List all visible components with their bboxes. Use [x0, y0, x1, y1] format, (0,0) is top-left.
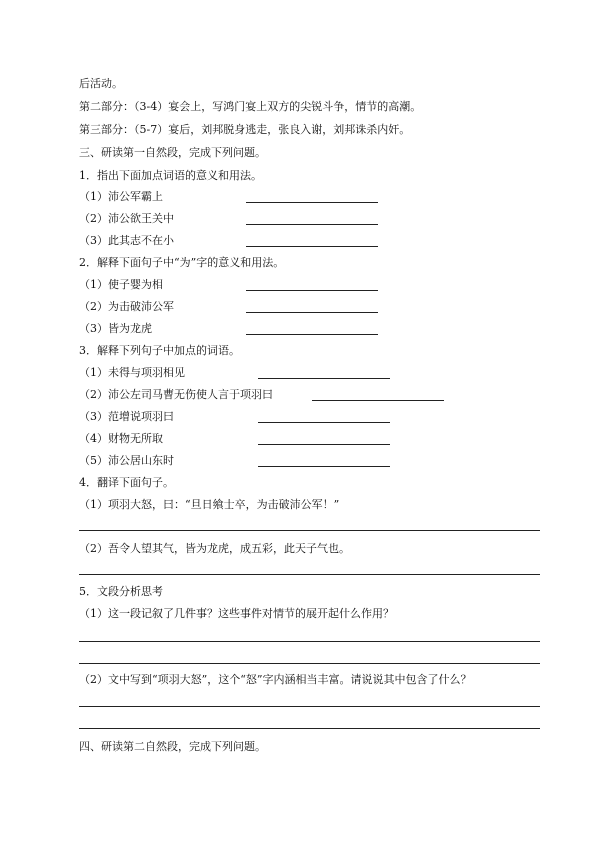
answer-line[interactable] [79, 663, 540, 664]
answer-line[interactable] [79, 574, 540, 575]
question-4: 4．翻译下面句子。 [79, 476, 174, 489]
question-5-item-1: （1）这一段记叙了几件事？这些事件对情节的展开起什么作用？ [79, 607, 394, 620]
part-two-summary: 第二部分：（3-4）宴会上，写鸿门宴上双方的尖锐斗争，情节的高潮。 [79, 100, 422, 113]
text-line: 后活动。 [79, 77, 123, 90]
question-2-item-1: （1）使子婴为相 [79, 278, 163, 291]
answer-line[interactable] [79, 530, 540, 531]
question-5-item-2: （2）文中写到“项羽大怒”，这个“怒”字内涵相当丰富。请说说其中包含了什么？ [79, 673, 472, 686]
answer-line[interactable] [79, 706, 540, 707]
question-2-item-3: （3）皆为龙虎 [79, 322, 152, 335]
answer-blank[interactable] [258, 378, 390, 379]
question-3-item-4: （4）财物无所取 [79, 432, 163, 445]
answer-blank[interactable] [246, 290, 378, 291]
answer-line[interactable] [79, 728, 540, 729]
question-3-item-5: （5）沛公居山东时 [79, 454, 174, 467]
answer-blank[interactable] [246, 246, 378, 247]
answer-line[interactable] [79, 641, 540, 642]
question-1-item-3: （3）此其志不在小 [79, 234, 174, 247]
question-4-item-2: （2）吾令人望其气，皆为龙虎，成五彩，此天子气也。 [79, 542, 350, 555]
question-2-item-2: （2）为击破沛公军 [79, 300, 174, 313]
question-3-item-1: （1）未得与项羽相见 [79, 366, 185, 379]
answer-blank[interactable] [258, 422, 390, 423]
question-5: 5．文段分析思考 [79, 585, 163, 598]
answer-blank[interactable] [246, 334, 378, 335]
answer-blank[interactable] [258, 466, 390, 467]
answer-blank[interactable] [246, 202, 378, 203]
question-3-item-3: （3）范增说项羽曰 [79, 410, 174, 423]
question-1-item-2: （2）沛公欲王关中 [79, 212, 174, 225]
answer-blank[interactable] [246, 224, 378, 225]
answer-blank[interactable] [246, 312, 378, 313]
question-3: 3．解释下列句子中加点的词语。 [79, 344, 240, 357]
question-1: 1．指出下面加点词语的意义和用法。 [79, 169, 262, 182]
question-4-item-1: （1）项羽大怒，曰：“旦日飨士卒，为击破沛公军！” [79, 498, 340, 511]
question-1-item-1: （1）沛公军霸上 [79, 190, 163, 203]
question-3-item-2: （2）沛公左司马曹无伤使人言于项羽曰 [79, 388, 273, 401]
answer-blank[interactable] [258, 444, 390, 445]
section-four-heading: 四、研读第二自然段，完成下列问题。 [79, 740, 266, 753]
question-2: 2．解释下面句子中“为”字的意义和用法。 [79, 256, 285, 269]
part-three-summary: 第三部分：（5-7）宴后，刘邦脱身逃走，张良入谢，刘邦诛杀内奸。 [79, 123, 411, 136]
section-three-heading: 三、研读第一自然段，完成下列问题。 [79, 146, 266, 159]
answer-blank[interactable] [312, 400, 444, 401]
